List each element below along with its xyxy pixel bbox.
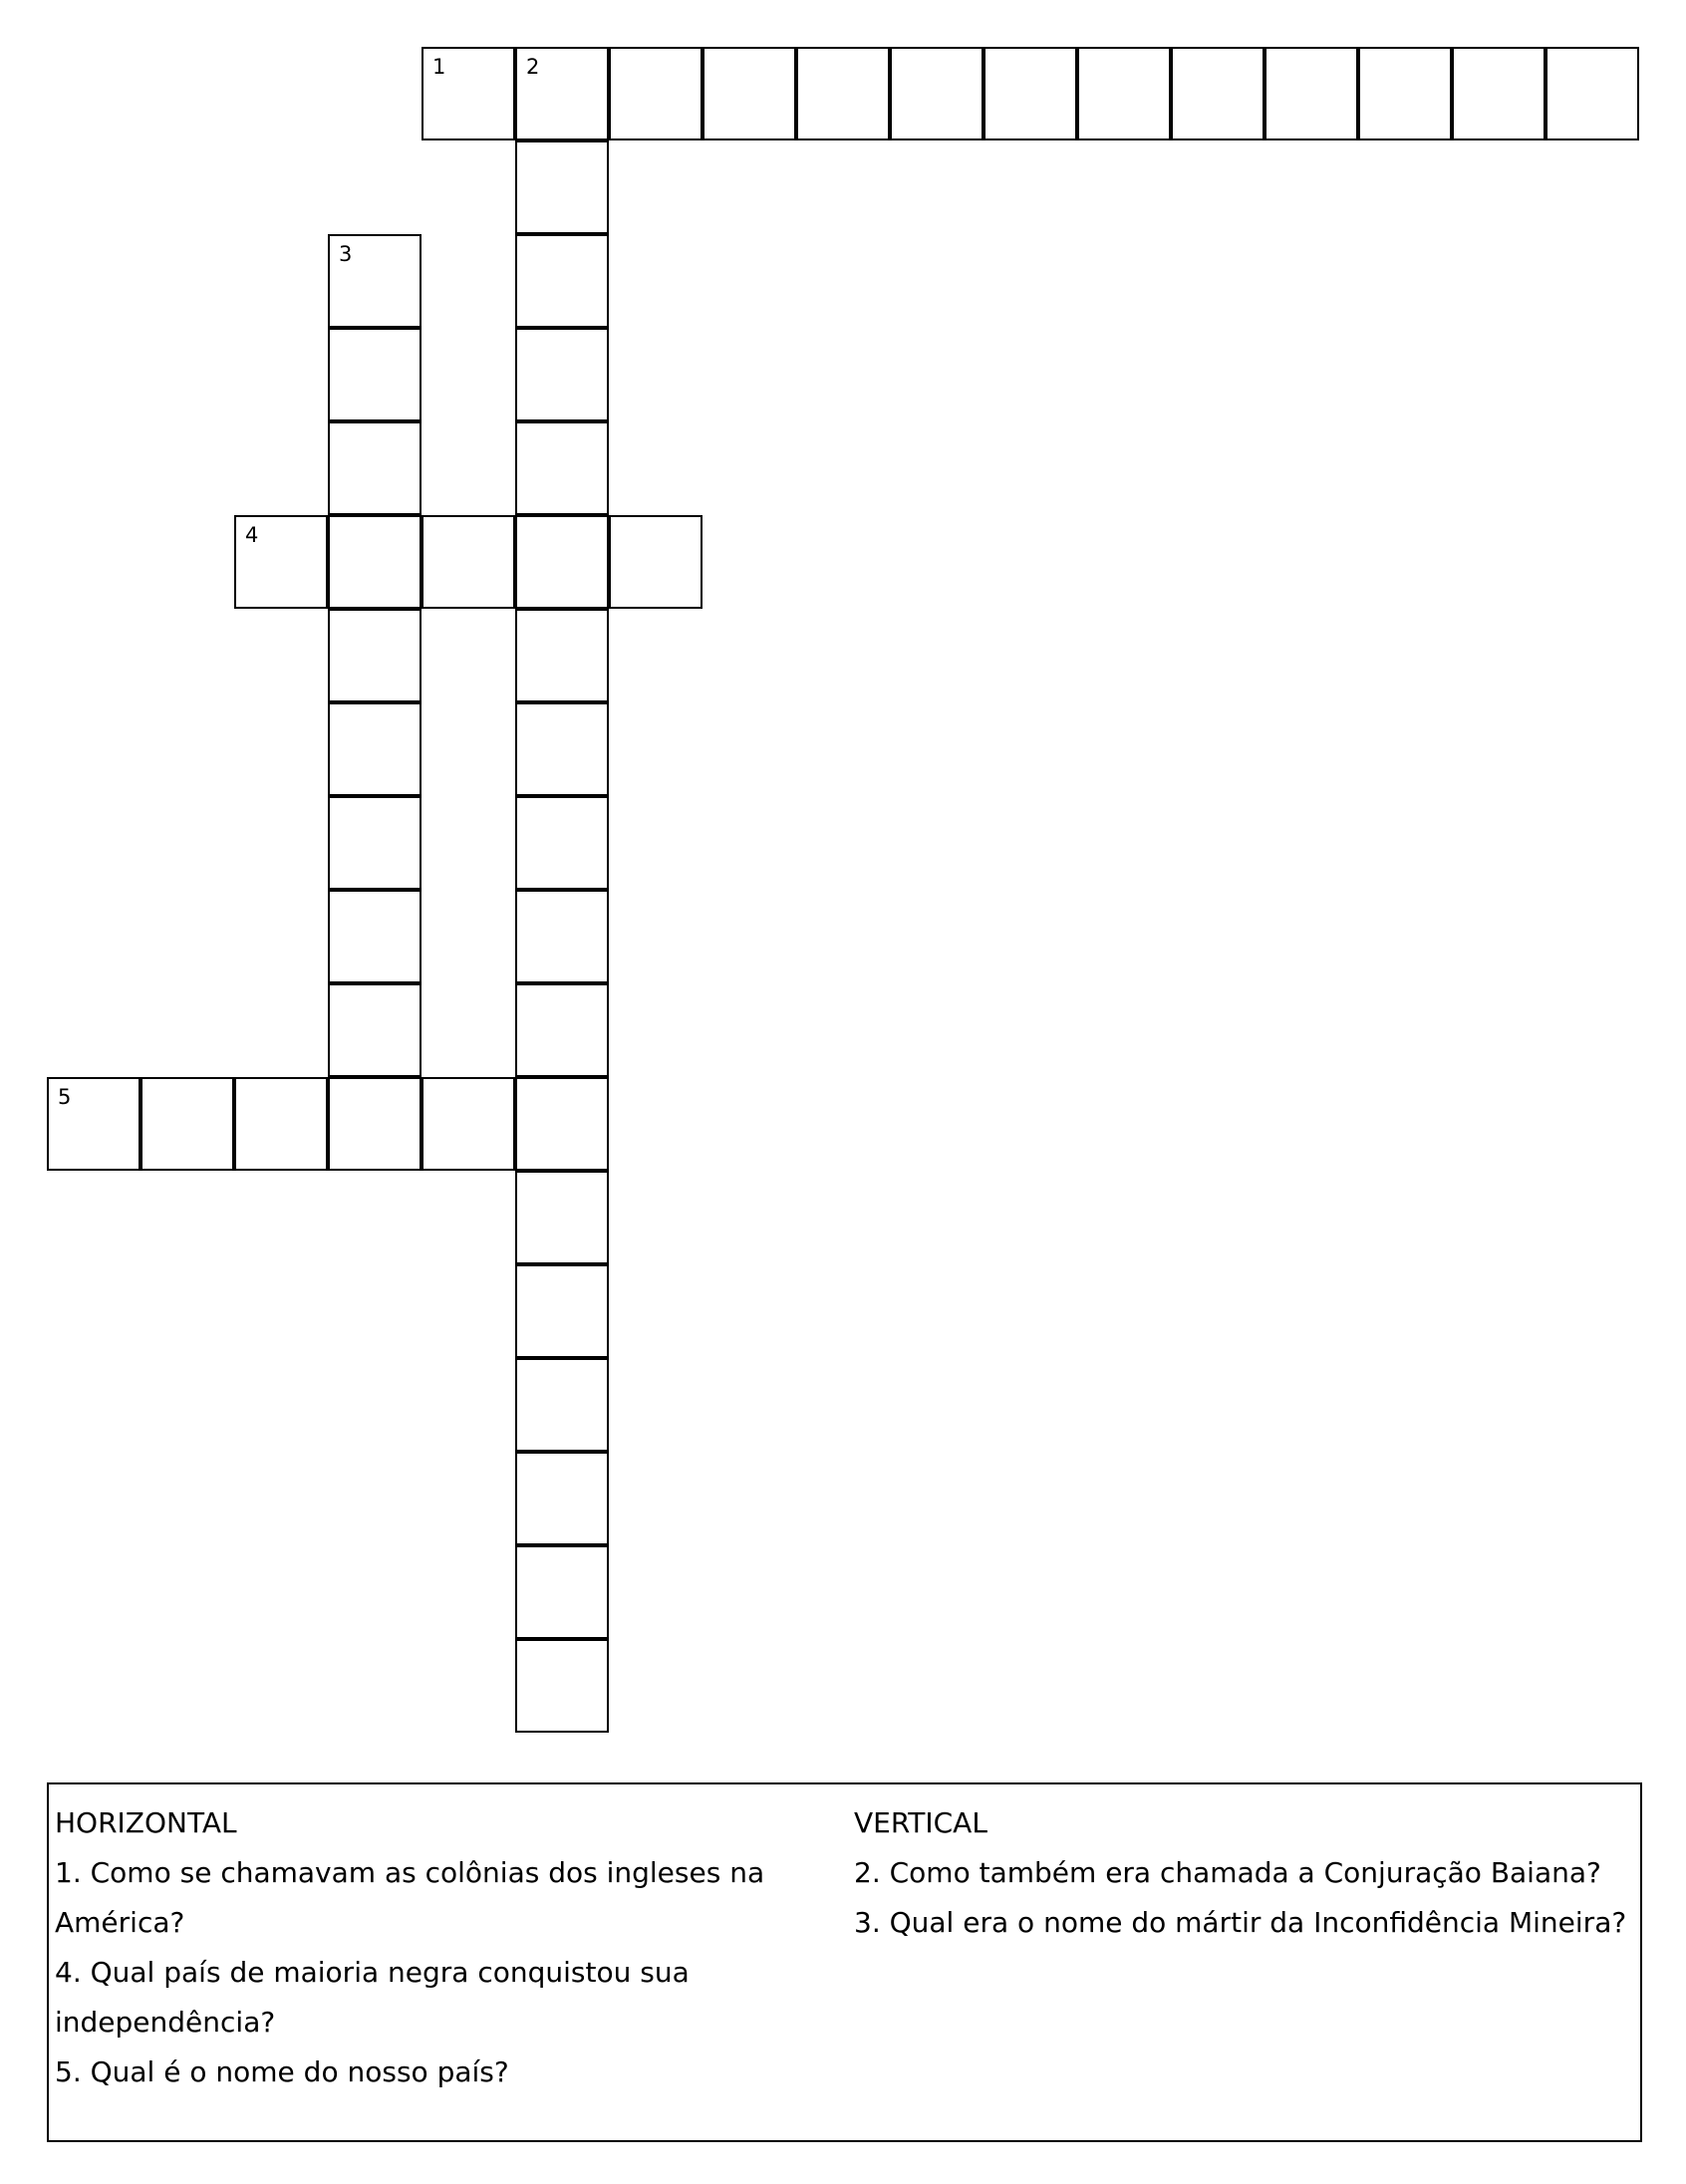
crossword-cell[interactable] xyxy=(984,47,1077,140)
crossword-cell[interactable] xyxy=(234,515,328,609)
crossword-cell[interactable] xyxy=(328,983,422,1077)
crossword-cell[interactable] xyxy=(515,983,609,1077)
crossword-cell[interactable] xyxy=(515,421,609,515)
crossword-cell[interactable] xyxy=(515,796,609,890)
crossword-cell[interactable] xyxy=(328,421,422,515)
crossword-cell[interactable] xyxy=(422,47,515,140)
crossword-cell[interactable] xyxy=(515,1452,609,1545)
cell-number: 3 xyxy=(339,242,353,266)
crossword-cell[interactable] xyxy=(328,609,422,702)
crossword-cell[interactable] xyxy=(609,515,702,609)
cell-number: 1 xyxy=(432,55,446,79)
clue-horizontal-5: 5. Qual é o nome do nosso país? xyxy=(55,2055,509,2088)
crossword-cell[interactable] xyxy=(1546,47,1639,140)
clue-vertical-2: 2. Como também era chamada a Conjuração Baiana? xyxy=(854,1856,1601,1889)
crossword-cell[interactable] xyxy=(515,515,609,609)
crossword-cell[interactable] xyxy=(1077,47,1171,140)
crossword-cell[interactable] xyxy=(890,47,984,140)
crossword-cell[interactable] xyxy=(515,609,609,702)
crossword-cell[interactable] xyxy=(515,1264,609,1358)
crossword-cell[interactable] xyxy=(515,1358,609,1452)
crossword-cell[interactable] xyxy=(515,234,609,328)
clues-box xyxy=(47,1782,1642,2142)
crossword-cell[interactable] xyxy=(422,1077,515,1171)
crossword-cell[interactable] xyxy=(609,47,702,140)
clue-horizontal-1: 1. Como se chamavam as colônias dos ingleses na América? xyxy=(55,1856,765,1939)
crossword-cell[interactable] xyxy=(1264,47,1358,140)
crossword-cell[interactable] xyxy=(1358,47,1452,140)
cell-number: 4 xyxy=(245,523,259,547)
crossword-cell[interactable] xyxy=(328,1077,422,1171)
vertical-title: VERTICAL xyxy=(854,1806,987,1839)
crossword-cell[interactable] xyxy=(515,702,609,796)
crossword-cell[interactable] xyxy=(328,234,422,328)
crossword-cell[interactable] xyxy=(515,47,609,140)
crossword-cell[interactable] xyxy=(796,47,890,140)
crossword-cell[interactable] xyxy=(515,140,609,234)
crossword-cell[interactable] xyxy=(47,1077,140,1171)
cell-number: 5 xyxy=(58,1085,72,1109)
crossword-cell[interactable] xyxy=(1171,47,1264,140)
horizontal-title: HORIZONTAL xyxy=(55,1806,237,1839)
crossword-cell[interactable] xyxy=(702,47,796,140)
crossword-cell[interactable] xyxy=(234,1077,328,1171)
clue-vertical-3: 3. Qual era o nome do mártir da Inconfidência Mineira? xyxy=(854,1906,1627,1939)
crossword-cell[interactable] xyxy=(328,702,422,796)
crossword-cell[interactable] xyxy=(515,1171,609,1264)
vertical-clues xyxy=(854,1798,1641,1948)
crossword-cell[interactable] xyxy=(328,890,422,983)
crossword-cell[interactable] xyxy=(328,515,422,609)
horizontal-clues xyxy=(55,1798,812,2097)
crossword-cell[interactable] xyxy=(515,328,609,421)
crossword-cell[interactable] xyxy=(515,1545,609,1639)
crossword-cell[interactable] xyxy=(515,1639,609,1733)
crossword-cell[interactable] xyxy=(328,796,422,890)
cell-number: 2 xyxy=(526,55,540,79)
crossword-cell[interactable] xyxy=(140,1077,234,1171)
crossword-cell[interactable] xyxy=(515,890,609,983)
clue-horizontal-4: 4. Qual país de maioria negra conquistou sua independência? xyxy=(55,1956,690,2039)
crossword-cell[interactable] xyxy=(515,1077,609,1171)
crossword-cell[interactable] xyxy=(1452,47,1546,140)
crossword-cell[interactable] xyxy=(328,328,422,421)
crossword-cell[interactable] xyxy=(422,515,515,609)
